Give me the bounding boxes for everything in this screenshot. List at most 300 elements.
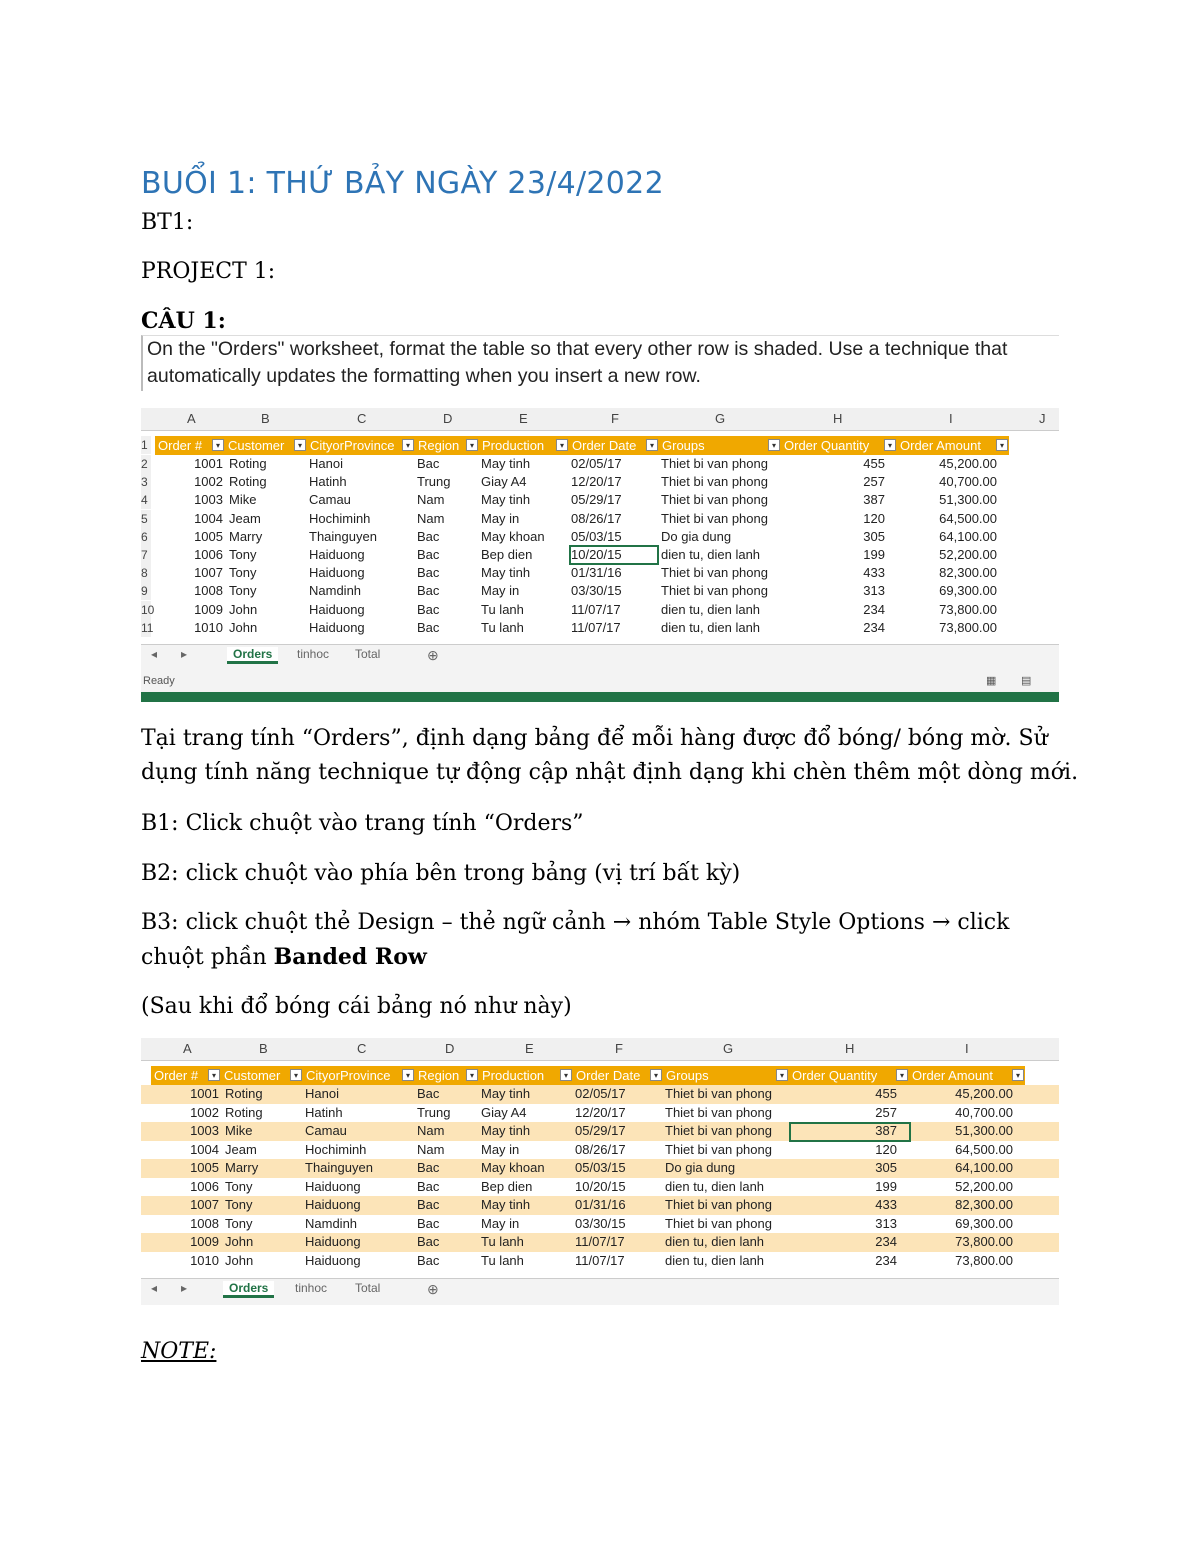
cell[interactable]: Thainguyen — [309, 528, 377, 544]
cell[interactable]: Tu lanh — [481, 619, 524, 635]
row-number: 8 — [141, 564, 151, 582]
filter-dropdown-icon[interactable]: ▾ — [466, 439, 478, 451]
table-row — [141, 510, 1059, 528]
filter-dropdown-icon[interactable]: ▾ — [646, 439, 658, 451]
cell[interactable]: 1002 — [194, 474, 223, 490]
cell[interactable]: 11/07/17 — [571, 601, 621, 617]
column-letter-b[interactable]: B — [261, 411, 270, 426]
tab-scroll-left-icon[interactable]: ◂ — [151, 647, 158, 661]
cell[interactable]: 1008 — [194, 583, 223, 599]
cell[interactable]: Hochiminh — [305, 1141, 367, 1157]
filter-dropdown-icon[interactable]: ▾ — [208, 1069, 220, 1081]
table-row — [141, 601, 1059, 619]
row-number: 6 — [141, 528, 151, 546]
table-row — [141, 619, 1059, 637]
cell[interactable]: 02/05/17 — [571, 456, 622, 471]
row-number: 3 — [141, 473, 151, 491]
status-bar — [141, 670, 1059, 692]
cell[interactable]: May in — [481, 510, 520, 526]
sheet-tab-total[interactable]: Total — [355, 1281, 381, 1295]
table-header-row — [141, 436, 1059, 455]
cell[interactable]: Thiet bi van phong — [665, 1104, 772, 1120]
cell[interactable]: Tony — [229, 583, 257, 599]
table-row — [141, 582, 1059, 600]
filter-dropdown-icon[interactable]: ▾ — [768, 439, 780, 451]
cell[interactable]: 52,200.00 — [939, 547, 997, 562]
cell[interactable]: Giay A4 — [481, 1104, 527, 1120]
table-row — [141, 1196, 1059, 1215]
cell[interactable]: May khoan — [481, 1160, 545, 1175]
filter-dropdown-icon[interactable]: ▾ — [556, 439, 568, 451]
cell[interactable]: dien tu, dien lanh — [661, 619, 761, 635]
cell[interactable]: 12/20/17 — [575, 1104, 626, 1120]
filter-dropdown-icon[interactable]: ▾ — [402, 1069, 414, 1081]
cell[interactable]: Bac — [417, 619, 440, 635]
cell[interactable]: Namdinh — [309, 583, 362, 599]
cell[interactable]: Haiduong — [309, 601, 365, 617]
cell[interactable]: 11/07/17 — [575, 1252, 625, 1268]
cell[interactable]: Nam — [417, 1141, 445, 1157]
cell[interactable]: 82,300.00 — [939, 565, 997, 581]
cell[interactable]: Hanoi — [309, 456, 343, 471]
header-cell: Customer ▾ — [225, 436, 307, 455]
table-row — [141, 1159, 1059, 1178]
header-cell: Region ▾ — [415, 1066, 479, 1085]
cell[interactable]: 1004 — [194, 510, 223, 526]
cell[interactable]: 69,300.00 — [955, 1215, 1013, 1231]
cell[interactable]: Hochiminh — [309, 510, 371, 526]
cell[interactable]: Camau — [305, 1123, 347, 1138]
header-cell: CityorProvince ▾ — [303, 1066, 415, 1085]
cell[interactable]: 1003 — [190, 1123, 219, 1138]
cell[interactable]: 305 — [863, 528, 885, 544]
cell[interactable]: 73,800.00 — [939, 601, 997, 617]
cell[interactable]: 05/03/15 — [571, 528, 622, 544]
cell[interactable]: Bac — [417, 583, 440, 599]
cell[interactable]: 199 — [863, 547, 885, 562]
cell[interactable]: Tony — [225, 1178, 253, 1194]
cell[interactable]: May tinh — [481, 1197, 531, 1212]
row-number: 9 — [141, 582, 151, 600]
cell[interactable]: Thiet bi van phong — [665, 1215, 772, 1231]
filter-dropdown-icon[interactable]: ▾ — [294, 439, 306, 451]
cell[interactable]: May in — [481, 1141, 520, 1157]
cell[interactable]: 82,300.00 — [955, 1197, 1013, 1212]
cell[interactable]: Haiduong — [309, 565, 365, 581]
cell[interactable]: 313 — [863, 583, 885, 599]
cell[interactable]: Giay A4 — [481, 474, 527, 490]
cell[interactable]: Bac — [417, 601, 440, 617]
header-cell: Order Quantity ▾ — [781, 436, 897, 455]
header-cell: Order Quantity ▾ — [789, 1066, 909, 1085]
step-3-line-1: B3: click chuột thẻ Design – thẻ ngữ cảnh → nhóm Table Style Options → click — [141, 910, 1010, 935]
spreadsheet-after — [141, 1038, 1059, 1316]
cell[interactable]: Marry — [229, 528, 263, 544]
cell[interactable]: 1007 — [194, 565, 223, 581]
cell[interactable]: 257 — [863, 474, 885, 490]
cell[interactable]: 51,300.00 — [955, 1123, 1013, 1138]
header-cell: Production ▾ — [479, 1066, 573, 1085]
header-cell: Order # ▾ — [155, 436, 225, 455]
cell[interactable]: Do gia dung — [661, 528, 732, 544]
cell[interactable]: 64,500.00 — [939, 510, 997, 526]
note-label: NOTE: — [141, 1339, 217, 1364]
cell[interactable]: 1007 — [190, 1197, 219, 1212]
after-caption: (Sau khi đổ bóng cái bảng nó như này) — [141, 994, 572, 1019]
cell[interactable]: May tinh — [481, 456, 531, 471]
vn-paragraph-line-1: Tại trang tính “Orders”, định dạng bảng để mỗi hàng được đổ bóng/ bóng mờ. Sử — [141, 726, 1048, 751]
cell[interactable]: 1001 — [190, 1086, 219, 1101]
cell[interactable]: Tony — [229, 547, 257, 562]
column-letter-f[interactable]: F — [615, 1041, 623, 1056]
cell[interactable]: Bac — [417, 547, 440, 562]
filter-dropdown-icon[interactable]: ▾ — [650, 1069, 662, 1081]
table-row — [141, 473, 1059, 491]
cell[interactable]: Thiet bi van phong — [661, 583, 768, 599]
cell[interactable]: 433 — [863, 565, 885, 581]
sheet-tab-tinhoc[interactable]: tinhoc — [297, 647, 330, 661]
cell[interactable]: Bac — [417, 1234, 440, 1249]
step-3-prefix: chuột phần — [141, 945, 274, 970]
table-row — [141, 1252, 1059, 1271]
table-header-row — [141, 1066, 1059, 1085]
header-cell: Order Amount ▾ — [909, 1066, 1025, 1085]
column-letter-j[interactable]: J — [1039, 411, 1046, 426]
cell[interactable]: May tinh — [481, 1086, 531, 1101]
cell[interactable]: Haiduong — [309, 619, 365, 635]
column-letter-c[interactable]: C — [357, 1041, 367, 1056]
filter-dropdown-icon[interactable]: ▾ — [290, 1069, 302, 1081]
cell[interactable]: 387 — [875, 1123, 897, 1138]
cell[interactable]: Tony — [225, 1215, 253, 1231]
row-number: 2 — [141, 455, 151, 473]
cell[interactable]: Thiet bi van phong — [661, 456, 768, 471]
step-1: B1: Click chuột vào trang tính “Orders” — [141, 811, 584, 836]
add-sheet-icon[interactable]: ⊕ — [427, 1281, 439, 1297]
row-number: 1 — [141, 436, 151, 454]
normal-view-icon[interactable]: ▦ — [986, 675, 997, 687]
cell[interactable]: Thiet bi van phong — [661, 492, 768, 508]
header-cell: Groups ▾ — [663, 1066, 789, 1085]
tab-scroll-left-icon[interactable]: ◂ — [151, 1281, 158, 1295]
filter-dropdown-icon[interactable]: ▾ — [896, 1069, 908, 1081]
cell[interactable]: Tu lanh — [481, 601, 524, 617]
cell[interactable]: Thainguyen — [305, 1160, 373, 1175]
table-row — [141, 1104, 1059, 1123]
cell[interactable]: 02/05/17 — [575, 1086, 626, 1101]
cell[interactable]: Roting — [225, 1086, 263, 1101]
table-row — [141, 1122, 1059, 1141]
cell[interactable]: 234 — [875, 1234, 897, 1249]
cell[interactable]: Roting — [229, 474, 267, 490]
cell[interactable]: Bep dien — [481, 547, 533, 562]
cell[interactable]: 120 — [863, 510, 885, 526]
filter-dropdown-icon[interactable]: ▾ — [1012, 1069, 1024, 1081]
filter-dropdown-icon[interactable]: ▾ — [776, 1069, 788, 1081]
cell[interactable]: 10/20/15 — [575, 1178, 626, 1194]
cell[interactable]: 01/31/16 — [571, 565, 622, 581]
table-row — [141, 1233, 1059, 1252]
column-letter-g[interactable]: G — [715, 411, 726, 426]
cell[interactable]: Camau — [309, 492, 351, 508]
header-cell: Customer ▾ — [221, 1066, 303, 1085]
column-header-bar — [141, 1038, 1059, 1061]
cell[interactable]: May tinh — [481, 1123, 531, 1138]
cell[interactable]: 1009 — [190, 1234, 219, 1249]
cell[interactable]: 199 — [875, 1178, 897, 1194]
cell[interactable]: 69,300.00 — [939, 583, 997, 599]
header-cell: Order # ▾ — [151, 1066, 221, 1085]
cell[interactable]: 64,100.00 — [955, 1160, 1013, 1175]
row-number: 7 — [141, 546, 151, 564]
cell[interactable]: 1010 — [194, 619, 223, 635]
filter-dropdown-icon[interactable]: ▾ — [212, 439, 224, 451]
cell[interactable]: 1005 — [190, 1160, 219, 1175]
cell[interactable]: Thiet bi van phong — [661, 474, 768, 490]
cell[interactable]: 05/03/15 — [575, 1160, 626, 1175]
cell[interactable]: 313 — [875, 1215, 897, 1231]
cell[interactable]: Bep dien — [481, 1178, 533, 1194]
cell[interactable]: 1005 — [194, 528, 223, 544]
table-row — [141, 1215, 1059, 1234]
bt1-label: BT1: — [141, 210, 194, 235]
cell[interactable]: Roting — [225, 1104, 263, 1120]
cell[interactable]: dien tu, dien lanh — [661, 601, 761, 617]
table-row — [141, 1085, 1059, 1104]
cell[interactable]: Bac — [417, 1086, 440, 1101]
filter-dropdown-icon[interactable]: ▾ — [884, 439, 896, 451]
status-text: Ready — [143, 675, 175, 687]
column-letter-h[interactable]: H — [845, 1041, 855, 1056]
cell[interactable]: 73,800.00 — [955, 1234, 1013, 1249]
column-letter-c[interactable]: C — [357, 411, 367, 426]
cell[interactable]: Trung — [417, 474, 451, 490]
cell[interactable]: Jeam — [225, 1141, 257, 1157]
sheet-tab-orders[interactable]: Orders — [223, 1281, 274, 1298]
cell[interactable]: Bac — [417, 456, 440, 471]
table-row — [141, 455, 1059, 473]
cell[interactable]: 03/30/15 — [571, 583, 622, 599]
cell[interactable]: 455 — [875, 1086, 897, 1101]
column-letter-f[interactable]: F — [611, 411, 619, 426]
column-letter-e[interactable]: E — [525, 1041, 534, 1056]
cell[interactable]: 03/30/15 — [575, 1215, 626, 1231]
cell[interactable]: May tinh — [481, 492, 531, 508]
cell[interactable]: dien tu, dien lanh — [665, 1252, 765, 1268]
cell[interactable]: 01/31/16 — [575, 1197, 626, 1212]
cell[interactable]: Bac — [417, 1215, 440, 1231]
sheet-tab-orders[interactable]: Orders — [227, 647, 278, 664]
cell[interactable]: 1003 — [194, 492, 223, 508]
cell[interactable]: 1008 — [190, 1215, 219, 1231]
cell[interactable]: 12/20/17 — [571, 474, 622, 490]
column-letter-h[interactable]: H — [833, 411, 843, 426]
cell[interactable]: 11/07/17 — [575, 1234, 625, 1249]
selected-cell — [569, 545, 659, 565]
cell[interactable]: Haiduong — [305, 1197, 361, 1212]
tab-scroll-right-icon[interactable]: ▸ — [181, 1281, 188, 1295]
cell[interactable]: 45,200.00 — [955, 1086, 1013, 1101]
cell[interactable]: Hatinh — [309, 474, 347, 490]
cell[interactable]: 387 — [863, 492, 885, 508]
cell[interactable]: John — [229, 619, 258, 635]
cell[interactable]: Jeam — [229, 510, 261, 526]
cell[interactable]: Thiet bi van phong — [665, 1086, 772, 1101]
column-letter-i[interactable]: I — [949, 411, 953, 426]
cell[interactable]: 64,100.00 — [939, 528, 997, 544]
cell[interactable]: 08/26/17 — [571, 510, 622, 526]
cell[interactable]: Thiet bi van phong — [665, 1123, 772, 1138]
cell[interactable]: May khoan — [481, 528, 545, 544]
cell[interactable]: 433 — [875, 1197, 897, 1212]
cell[interactable]: 1004 — [190, 1141, 219, 1157]
project-label: PROJECT 1: — [141, 259, 276, 284]
cell[interactable]: 73,800.00 — [955, 1252, 1013, 1268]
header-cell: Region ▾ — [415, 436, 479, 455]
cell[interactable]: Mike — [229, 492, 257, 508]
table-row — [141, 564, 1059, 582]
header-cell: Order Date ▾ — [569, 436, 659, 455]
cell[interactable]: Tu lanh — [481, 1234, 524, 1249]
cell[interactable]: 257 — [875, 1104, 897, 1120]
cell[interactable]: Bac — [417, 1178, 440, 1194]
cell[interactable]: Marry — [225, 1160, 259, 1175]
cell[interactable]: dien tu, dien lanh — [665, 1234, 765, 1249]
cell[interactable]: Tony — [225, 1197, 253, 1212]
cell[interactable]: Haiduong — [309, 547, 365, 562]
column-letter-d[interactable]: D — [445, 1041, 455, 1056]
cell[interactable]: 1010 — [190, 1252, 219, 1268]
cell[interactable]: 1009 — [194, 601, 223, 617]
cell[interactable]: 11/07/17 — [571, 619, 621, 635]
cell[interactable]: Thiet bi van phong — [665, 1141, 772, 1157]
cell[interactable]: Haiduong — [305, 1178, 361, 1194]
column-letter-i[interactable]: I — [965, 1041, 969, 1056]
cell[interactable]: Nam — [417, 510, 445, 526]
cell[interactable]: Bac — [417, 1160, 440, 1175]
cell[interactable]: Thiet bi van phong — [665, 1197, 772, 1212]
cell[interactable]: Tu lanh — [481, 1252, 524, 1268]
cell[interactable]: Trung — [417, 1104, 451, 1120]
cell[interactable]: Roting — [229, 456, 267, 471]
excel-green-bar — [141, 692, 1059, 702]
row-number: 5 — [141, 510, 151, 528]
column-letter-d[interactable]: D — [443, 411, 453, 426]
cell[interactable]: Nam — [417, 1123, 445, 1138]
selected-cell — [789, 1122, 911, 1142]
cell[interactable]: 73,800.00 — [939, 619, 997, 635]
cell[interactable]: Mike — [225, 1123, 253, 1138]
cell[interactable]: John — [225, 1252, 254, 1268]
cell[interactable]: 1002 — [190, 1104, 219, 1120]
cell[interactable]: 52,200.00 — [955, 1178, 1013, 1194]
row-number: 10 — [141, 602, 155, 617]
header-cell: Groups ▾ — [659, 436, 781, 455]
row-number: 11 — [141, 620, 154, 635]
cell[interactable]: 1006 — [194, 547, 223, 562]
column-letter-a[interactable]: A — [183, 1041, 192, 1056]
cell[interactable]: 08/26/17 — [575, 1141, 626, 1157]
cell[interactable]: Hatinh — [305, 1104, 343, 1120]
step-3-bold: Banded Row — [273, 944, 427, 970]
row-number: 4 — [141, 491, 151, 509]
cell[interactable]: 51,300.00 — [939, 492, 997, 508]
cell[interactable]: 10/20/15 — [571, 547, 622, 562]
cell[interactable]: 455 — [863, 456, 885, 471]
page-title: BUỔI 1: THỨ BẢY NGÀY 23/4/2022 — [141, 166, 664, 201]
cell[interactable]: May in — [481, 1215, 520, 1231]
column-letter-g[interactable]: G — [723, 1041, 734, 1056]
cell[interactable]: 40,700.00 — [955, 1104, 1013, 1120]
column-letter-e[interactable]: E — [519, 411, 528, 426]
header-cell: CityorProvince ▾ — [307, 436, 415, 455]
cell[interactable]: Do gia dung — [665, 1160, 736, 1175]
cell[interactable]: Tony — [229, 565, 257, 581]
cell[interactable]: 234 — [875, 1252, 897, 1268]
cell[interactable]: dien tu, dien lanh — [661, 547, 761, 562]
cell[interactable]: May tinh — [481, 565, 531, 581]
column-letter-b[interactable]: B — [259, 1041, 268, 1056]
cell[interactable]: dien tu, dien lanh — [665, 1178, 765, 1194]
cell[interactable]: May in — [481, 583, 520, 599]
header-cell: Order Amount ▾ — [897, 436, 1009, 455]
cell[interactable]: Bac — [417, 1252, 440, 1268]
cell[interactable]: 120 — [875, 1141, 897, 1157]
page-layout-icon[interactable]: ▤ — [1021, 675, 1032, 687]
cell[interactable]: Namdinh — [305, 1215, 358, 1231]
sheet-tab-tinhoc[interactable]: tinhoc — [295, 1281, 328, 1295]
cell[interactable]: Bac — [417, 1197, 440, 1212]
cell[interactable]: Bac — [417, 528, 440, 544]
table-row — [141, 491, 1059, 509]
cell[interactable]: 1006 — [190, 1178, 219, 1194]
tab-scroll-right-icon[interactable]: ▸ — [181, 647, 188, 661]
cell[interactable]: 64,500.00 — [955, 1141, 1013, 1157]
cell[interactable]: 305 — [875, 1160, 897, 1175]
cell[interactable]: Thiet bi van phong — [661, 510, 768, 526]
column-letter-a[interactable]: A — [187, 411, 196, 426]
filter-dropdown-icon[interactable]: ▾ — [402, 439, 414, 451]
cell[interactable]: Haiduong — [305, 1234, 361, 1249]
cell[interactable]: Haiduong — [305, 1252, 361, 1268]
cell[interactable]: 45,200.00 — [939, 456, 997, 471]
filter-dropdown-icon[interactable]: ▾ — [996, 439, 1008, 451]
cell[interactable]: 234 — [863, 619, 885, 635]
spreadsheet-before — [141, 408, 1059, 703]
cell[interactable]: 1001 — [194, 456, 223, 471]
step-3-line-2 — [141, 940, 427, 975]
table-row — [141, 528, 1059, 546]
step-2: B2: click chuột vào phía bên trong bảng (vị trí bất kỳ) — [141, 861, 741, 886]
sheet-tab-total[interactable]: Total — [355, 647, 381, 661]
filter-dropdown-icon[interactable]: ▾ — [560, 1069, 572, 1081]
sheet-tabs-bar — [141, 644, 1059, 671]
cell[interactable]: John — [225, 1234, 254, 1249]
filter-dropdown-icon[interactable]: ▾ — [466, 1069, 478, 1081]
cell[interactable]: Thiet bi van phong — [661, 565, 768, 581]
cell[interactable]: John — [229, 601, 258, 617]
add-sheet-icon[interactable]: ⊕ — [427, 647, 439, 663]
cell[interactable]: Bac — [417, 565, 440, 581]
cell[interactable]: 234 — [863, 601, 885, 617]
table-row — [141, 1178, 1059, 1197]
cell[interactable]: 05/29/17 — [571, 492, 622, 508]
cell[interactable]: Hanoi — [305, 1086, 339, 1101]
cell[interactable]: Nam — [417, 492, 445, 508]
cell[interactable]: 05/29/17 — [575, 1123, 626, 1138]
table-row — [141, 1141, 1059, 1160]
cell[interactable]: 40,700.00 — [939, 474, 997, 490]
